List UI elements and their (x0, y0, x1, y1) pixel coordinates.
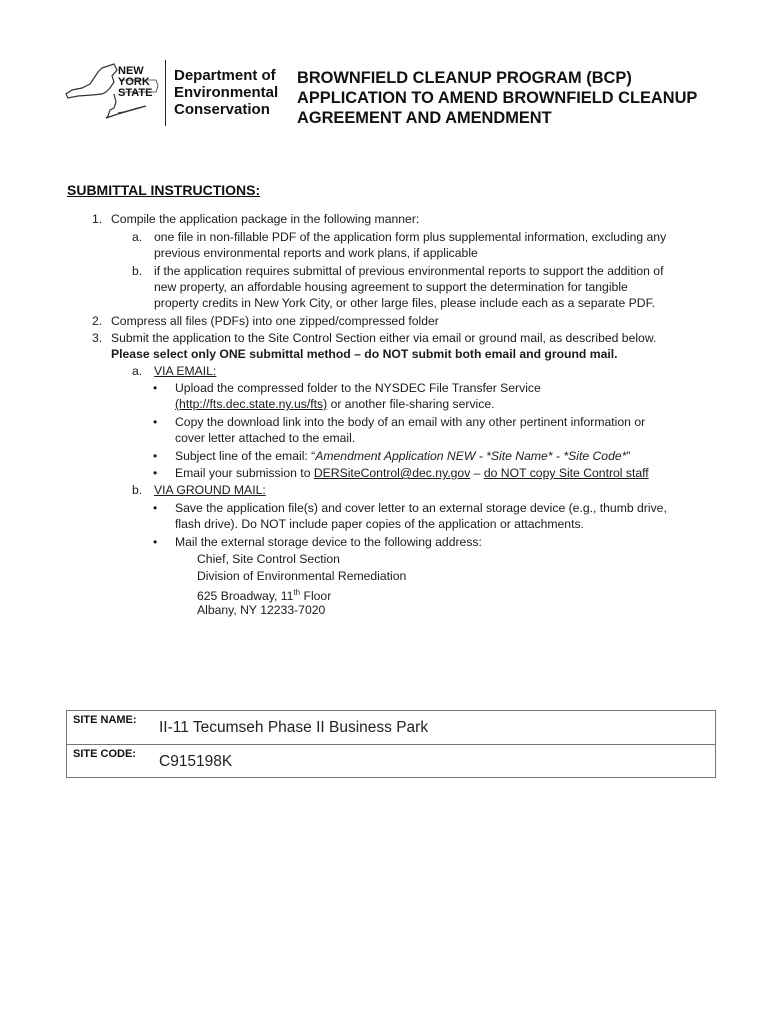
site-name-value[interactable]: II-11 Tecumseh Phase II Business Park (159, 719, 429, 736)
site-code-label: SITE CODE: (73, 748, 136, 760)
step-1-number: 1. (92, 212, 103, 226)
fts-link[interactable]: (http://fts.dec.state.ny.us/fts) (175, 397, 328, 411)
der-site-control-email-link[interactable]: DERSiteControl@dec.ny.gov (313, 466, 471, 480)
email-prefix: Email your submission to (175, 466, 314, 480)
address-floor: Floor (300, 589, 332, 604)
step-3-bold-note: Please select only ONE submittal method – do NOT submit both email and ground mail. (111, 347, 618, 361)
step-3-text: Submit the application to the Site Control Section either via email or ground mail, as described below. (111, 331, 657, 345)
step-1b-line-2: new property, an affordable housing agreement to support the determination for tangible (154, 280, 628, 294)
mail-bullet-2-line-1: Mail the external storage device to the following address: (175, 535, 482, 549)
step-1b-line-1: if the application requires submittal of previous environmental reports to support the addition of (154, 264, 664, 278)
submittal-instructions-heading: SUBMITTAL INSTRUCTIONS: (67, 182, 261, 198)
address-street: 625 Broadway, 11 (197, 589, 294, 604)
subject-template: Amendment Application NEW - *Site Name* - *Site Code* (315, 449, 627, 463)
address-line-1: Chief, Site Control Section (197, 552, 340, 566)
step-1b-line-3: property credits in New York City, or other large files, please include each as a separate PDF. (154, 296, 656, 310)
bullet-icon: • (153, 381, 158, 395)
title-line-1: BROWNFIELD CLEANUP PROGRAM (BCP) (297, 69, 632, 87)
email-bullet-1-line-2 (175, 396, 495, 413)
site-code-value[interactable]: C915198K (159, 753, 233, 770)
mail-bullet-1-line-1: Save the application file(s) and cover letter to an external storage device (e.g., thumb drive, (175, 501, 667, 515)
site-code-row (67, 744, 715, 777)
via-email-label: VIA EMAIL: (154, 364, 217, 378)
email-bullet-2-line-2: cover letter attached to the email. (175, 431, 356, 445)
address-line-4: Albany, NY 12233-7020 (197, 603, 326, 617)
site-name-label: SITE NAME: (73, 714, 137, 726)
mail-bullet-1-line-2: flash drive). Do NOT include paper copies of the application or attachments. (175, 517, 584, 531)
agency-line-3: Conservation (174, 101, 270, 118)
step-3a-marker: a. (132, 364, 143, 378)
step-1a-line-2: previous environmental reports and work plans, if applicable (154, 246, 478, 260)
logo-line-york: YORK (118, 76, 150, 88)
title-line-3: AGREEMENT AND AMENDMENT (297, 109, 552, 127)
document-title (297, 68, 697, 128)
logo-line-new: NEW (118, 65, 144, 77)
site-name-row (67, 711, 715, 743)
site-info-table (66, 710, 716, 778)
title-line-2: APPLICATION TO AMEND BROWNFIELD CLEANUP (297, 89, 698, 107)
email-bullet-2-line-1: Copy the download link into the body of an email with any other pertinent information or (175, 415, 646, 429)
address-line-2: Division of Environmental Remediation (197, 569, 407, 583)
address-ordinal: th (293, 588, 301, 597)
step-3-number: 3. (92, 331, 103, 345)
email-bullet-1-line-1: Upload the compressed folder to the NYSDEC File Transfer Service (175, 381, 541, 395)
step-2-number: 2. (92, 314, 103, 328)
agency-line-2: Environmental (174, 84, 279, 101)
bullet-icon: • (153, 449, 158, 463)
step-2-text: Compress all files (PDFs) into one zipped/compressed folder (111, 314, 439, 328)
bullet-icon: • (153, 535, 158, 549)
agency-line-1: Department of (174, 67, 276, 84)
email-bullet-1-after: or another file-sharing service. (327, 397, 495, 411)
subject-suffix: ” (626, 449, 631, 463)
logo-wordmark (118, 66, 152, 99)
do-not-copy-warning: do NOT copy Site Control staff (483, 466, 649, 480)
subject-prefix: Subject line of the email: “ (175, 449, 316, 463)
header-divider (165, 60, 166, 126)
nys-logo (62, 58, 174, 130)
bullet-icon: • (153, 501, 158, 515)
bullet-icon: • (153, 466, 158, 480)
step-1a-line-1: one file in non-fillable PDF of the application form plus supplemental information, excluding any (154, 230, 667, 244)
agency-name (174, 67, 278, 118)
step-1a-marker: a. (132, 230, 143, 244)
logo-line-state: STATE (118, 87, 153, 99)
email-bullet-4 (175, 465, 649, 482)
via-ground-mail-label: VIA GROUND MAIL: (154, 483, 266, 497)
step-3b-marker: b. (132, 483, 143, 497)
bullet-icon: • (153, 415, 158, 429)
step-1b-marker: b. (132, 264, 143, 278)
email-dash: – (470, 466, 484, 480)
step-1-text: Compile the application package in the following manner: (111, 212, 420, 226)
email-bullet-3 (175, 448, 630, 465)
